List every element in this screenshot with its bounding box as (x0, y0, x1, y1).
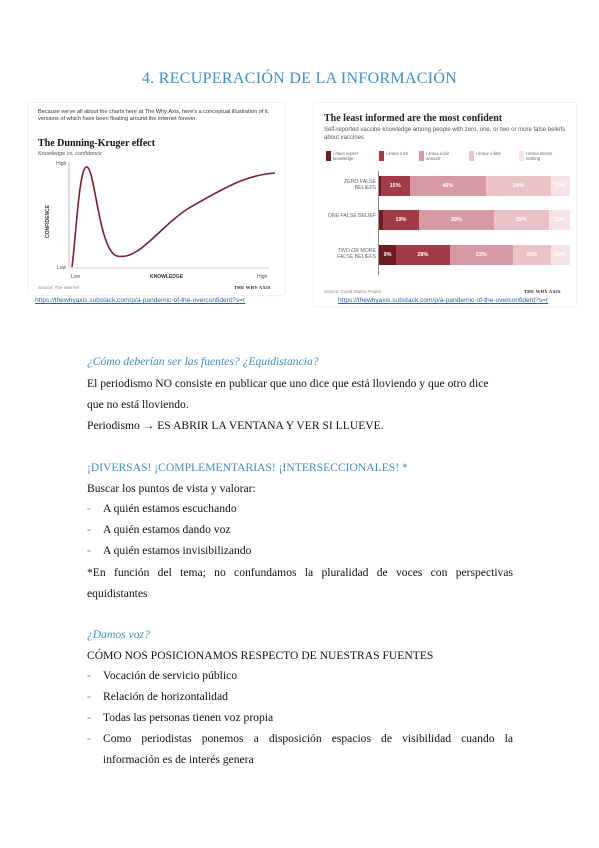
chart-title: The least informed are the most confident (324, 113, 503, 124)
legend-item (419, 151, 460, 161)
legend-label: I know a lot (386, 151, 408, 156)
x-axis-label: KNOWLEDGE (150, 274, 184, 280)
list-bullet: - (87, 502, 91, 515)
bar-segment: 33% (450, 245, 513, 265)
figure-left-link[interactable]: https://thewhyaxis.substack.com/p/a-pandemic-of-the-overconfident?s=r (35, 297, 246, 304)
list-item: A quién estamos escuchando (103, 502, 237, 515)
legend-swatch (326, 151, 331, 161)
note-line: equidistantes (87, 587, 148, 600)
heading-diversas: ¡DIVERSAS! ¡COMPLEMENTARIAS! ¡INTERSECCIONALES! * (87, 461, 408, 474)
y-high-label: High (56, 161, 67, 167)
paragraph-periodismo: Periodismo → ES ABRIR LA VENTANA Y VER SI LLUEVE. (87, 419, 384, 432)
legend-label: I know a little (476, 151, 501, 156)
chart-source: Source: Covid States Project (324, 289, 382, 294)
figure-title: The Dunning-Kruger effect (38, 138, 156, 149)
list-item: Relación de horizontalidad (103, 690, 228, 703)
section-title: 4. RECUPERACIÓN DE LA INFORMACIÓN (141, 70, 458, 87)
list-item: Vocación de servicio público (103, 669, 238, 682)
figure-brand: THE WHY AXIS (234, 285, 271, 290)
confidence-curve (72, 167, 275, 267)
list-bullet: - (87, 711, 91, 724)
y-axis-label: CONFIDENCE (45, 204, 51, 238)
figure-subtitle: Knowledge vs. confidence (38, 151, 102, 157)
stacked-bar (379, 176, 570, 196)
list-item: A quién estamos dando voz (103, 523, 231, 536)
dunning-kruger-figure (29, 103, 284, 295)
list-bullet: - (87, 732, 91, 745)
paragraph-line: que no está lloviendo. (87, 398, 189, 411)
bar-segment: 15% (381, 176, 410, 196)
stacked-bar (379, 210, 570, 230)
x-low-label: Low (71, 274, 81, 280)
dunning-kruger-plot (29, 103, 284, 295)
list-item-continuation: información es de interés genera (103, 753, 254, 766)
category-label: TWO OR MORE FALSE BELIEFS (337, 248, 376, 261)
legend-swatch (519, 151, 524, 161)
paragraph-buscar: Buscar los puntos de vista y valorar: (87, 482, 256, 495)
legend-swatch (379, 151, 384, 161)
list-bullet: - (87, 523, 91, 536)
question-sources: ¿Cómo deberían ser las fuentes? ¿Equidistancia? (87, 355, 319, 368)
bar-segment: 28% (396, 245, 449, 265)
legend-item (519, 151, 560, 161)
chart-brand: THE WHY AXIS (524, 289, 561, 294)
list-bullet: - (87, 544, 91, 557)
chart-axis-line (378, 171, 379, 275)
note-line: *En función del tema; no confundamos la pluralidad de voces con perspectivas (87, 566, 513, 579)
legend-swatch (419, 151, 424, 161)
legend-item (469, 151, 510, 161)
list-item: Como periodistas ponemos a disposición espacios de visibilidad cuando la (103, 732, 513, 745)
bar-segment: 39% (419, 210, 493, 230)
bar-segment: 11% (549, 210, 570, 230)
stacked-bar (379, 245, 570, 265)
figure-right-link[interactable]: https://thewhyaxis.substack.com/p/a-pandemic-of-the-overconfident?s=r (338, 297, 549, 304)
bar-segment: 40% (410, 176, 486, 196)
list-item: Todas las personas tienen voz propia (103, 711, 274, 724)
legend-item (379, 151, 420, 161)
paragraph-line: El periodismo NO consiste en publicar que uno dice que está lloviendo y que otro dice (87, 377, 489, 390)
figure-intro-text: Because we've all about the charts here at The Why Axis, here's a conceptual illustration of it, versions of which have been floating around the internet forever. (38, 109, 270, 122)
bar-segment: 9% (379, 245, 396, 265)
bar-segment: 34% (486, 176, 551, 196)
bar-segment: 20% (513, 245, 551, 265)
legend-label: I know a fair amount (426, 151, 450, 161)
legend-item (326, 151, 367, 161)
legend-label: I know almost nothing (526, 151, 553, 161)
y-low-label: Low (57, 265, 67, 271)
legend-label: I have expert knowledge (333, 151, 358, 161)
x-high-label: High (257, 274, 268, 280)
list-bullet: - (87, 669, 91, 682)
figure-source: Source: The Internet (38, 285, 79, 290)
bar-segment: 19% (383, 210, 419, 230)
question-damos-voz: ¿Damos voz? (87, 628, 150, 641)
category-label: ZERO FALSE BELIEFS (344, 179, 376, 192)
bar-segment: 29% (494, 210, 549, 230)
category-label: ONE FALSE BELIEF (327, 213, 376, 219)
chart-subtitle: Self-reported vaccine knowledge among people with zero, one, or two or more false beliefs about vaccines (324, 127, 566, 141)
legend-swatch (469, 151, 474, 161)
bar-segment: 10% (551, 176, 570, 196)
heading-posicionamos: CÓMO NOS POSICIONAMOS RESPECTO DE NUESTRAS FUENTES (87, 649, 434, 662)
bar-segment: 10% (551, 245, 570, 265)
list-item: A quién estamos invisibilizando (103, 544, 252, 557)
vaccine-knowledge-figure (314, 103, 576, 306)
list-bullet: - (87, 690, 91, 703)
